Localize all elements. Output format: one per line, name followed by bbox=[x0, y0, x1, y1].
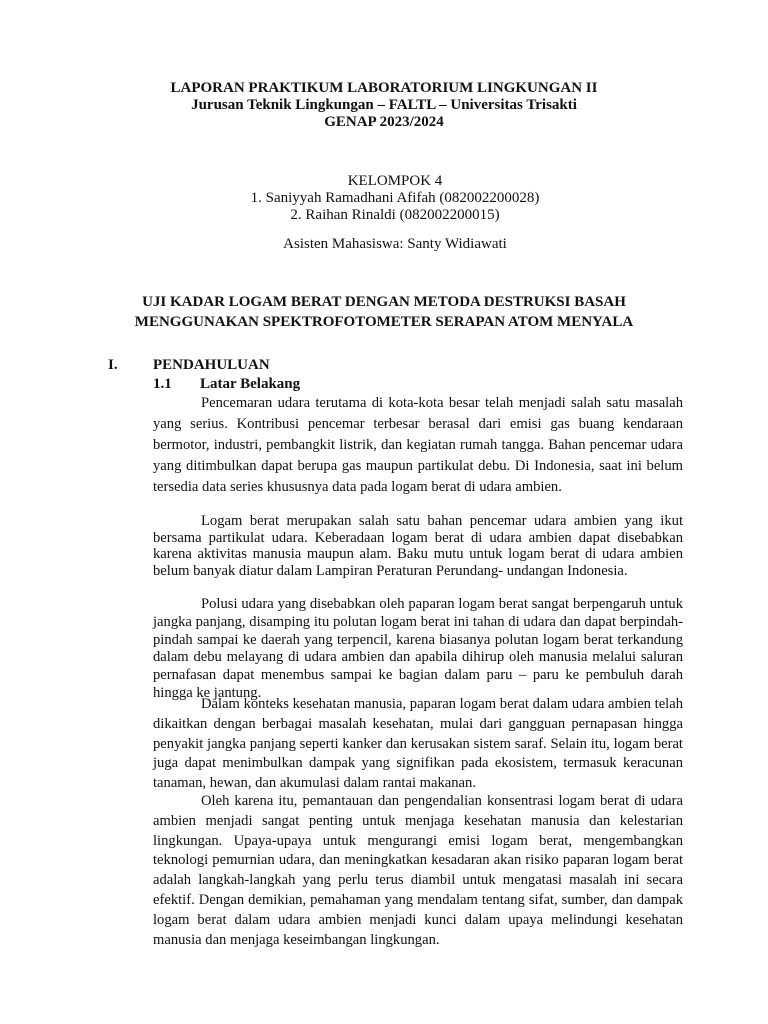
paragraph-1: Pencemaran udara terutama di kota-kota besar telah menjadi salah satu masalah yang serius. Kontribusi pencemar terbesar berasal dari emisi gas buang kendaraan bermotor, industri, pembangkit listrik, dan kegiatan rumah tangga. Bahan pencemar udara yang ditimbulkan dapat berupa gas maupun partikulat debu. Di Indonesia, saat ini belum tersedia data series khususnya data pada logam berat di udara ambien. bbox=[153, 395, 683, 495]
group-member-1: 1. Saniyyah Ramadhani Afifah (082002200028) bbox=[250, 190, 540, 206]
semester-line: GENAP 2023/2024 bbox=[324, 114, 444, 130]
section-heading: PENDAHULUAN bbox=[153, 357, 270, 373]
paragraph-2: Logam berat merupakan salah satu bahan pencemar udara ambien yang ikut bersama partikulat udara. Keberadaan logam berat di udara ambien dapat disebabkan karena aktivitas manusia maupun alam. Baku mutu untuk logam berat di udara ambien belum banyak diatur dalam Lampiran Peraturan Perundang- undangan Indonesia. bbox=[153, 513, 683, 579]
subsection-number: 1.1 bbox=[153, 376, 172, 392]
subsection-heading: Latar Belakang bbox=[200, 376, 301, 392]
practicum-title bbox=[0, 292, 768, 332]
department-line: Jurusan Teknik Lingkungan – FALTL – Universitas Trisakti bbox=[191, 97, 577, 113]
paragraph-3: Polusi udara yang disebabkan oleh paparan logam berat sangat berpengaruh untuk jangka panjang, disamping itu polutan logam berat ini tahan di udara dan dapat berpindah-pindah sampai ke daerah yang terpencil, karena biasanya polutan logam berat terkandung dalam debu melayang di udara ambien dan apabila dihirup oleh manusia melalui saluran pernafasan dapat menembus sampai ke bagian dalam paru – paru ke pembuluh darah hingga ke jantung. bbox=[153, 596, 683, 701]
section-number: I. bbox=[108, 357, 118, 373]
practicum-title-line-2: MENGGUNAKAN SPEKTROFOTOMETER SERAPAN ATOM MENYALA bbox=[134, 314, 634, 330]
report-header bbox=[0, 80, 768, 131]
group-member-2: 2. Raihan Rinaldi (082002200015) bbox=[290, 207, 500, 223]
group-info bbox=[0, 173, 768, 224]
practicum-title-line-1: UJI KADAR LOGAM BERAT DENGAN METODA DESTRUKSI BASAH bbox=[142, 294, 626, 310]
group-name: KELOMPOK 4 bbox=[347, 173, 443, 189]
report-title: LAPORAN PRAKTIKUM LABORATORIUM LINGKUNGAN II bbox=[170, 80, 598, 96]
paragraph-4: Dalam konteks kesehatan manusia, paparan logam berat dalam udara ambien telah dikaitkan dengan berbagai masalah kesehatan, mulai dari gangguan pernapasan hingga penyakit jangka panjang seperti kanker dan kerusakan sistem saraf. Selain itu, logam berat juga dapat menimbulkan dampak yang signifikan pada ekosistem, termasuk keracunan tanaman, hewan, dan akumulasi dalam rantai makanan. bbox=[153, 696, 683, 792]
assistant-line: Asisten Mahasiswa: Santy Widiawati bbox=[283, 236, 507, 252]
paragraph-5: Oleh karena itu, pemantauan dan pengendalian konsentrasi logam berat di udara ambien menjadi sangat penting untuk menjaga kesehatan manusia dan kelestarian lingkungan. Upaya-upaya untuk mengurangi emisi logam berat, mengembangkan teknologi pemurnian udara, dan meningkatkan kesadaran akan risiko paparan logam berat adalah langkah-langkah yang perlu terus diambil untuk mengatasi masalah ini secara efektif. Dengan demikian, pemahaman yang mendalam tentang sifat, sumber, dan dampak logam berat dalam udara ambien menjadi kunci dalam upaya melindungi kesehatan manusia dan menjaga keseimbangan lingkungan. bbox=[153, 793, 683, 948]
